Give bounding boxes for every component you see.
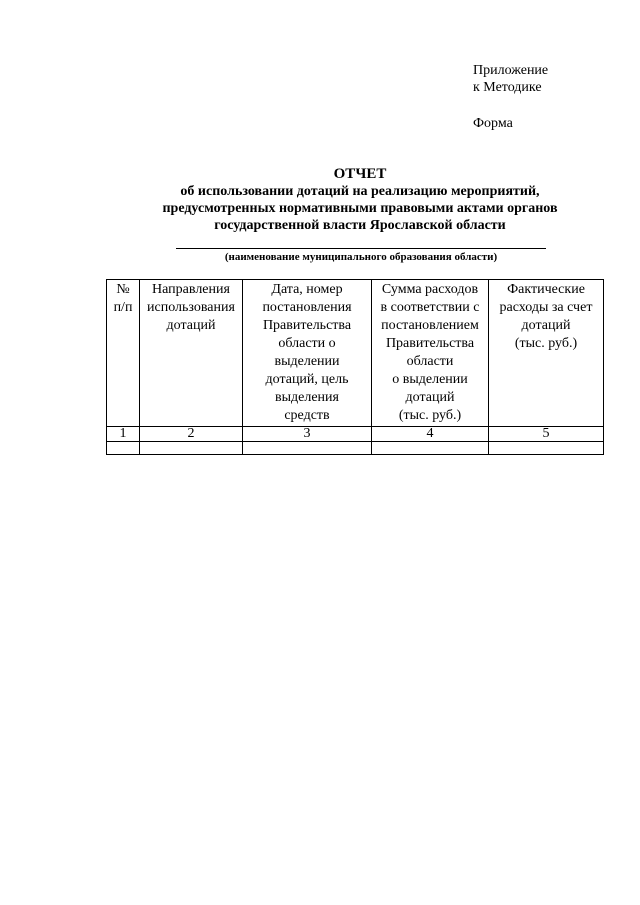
- report-title-line-2: предусмотренных нормативными правовыми актами органов: [162, 201, 558, 216]
- header-cell-number: [107, 280, 140, 427]
- header-text: Направления использования дотаций: [147, 282, 235, 333]
- appendix-block: [473, 62, 548, 132]
- header-text: № п/п: [113, 282, 133, 315]
- column-number-cell: 3: [243, 427, 372, 442]
- report-title-line-3: государственной власти Ярославской области: [214, 218, 506, 233]
- table-cell: [140, 442, 243, 455]
- table-header-row: [107, 280, 604, 427]
- report-title-line-1: об использовании дотаций на реализацию мероприятий,: [180, 184, 540, 199]
- header-text: Сумма расходов в соответствии с постановлением Правительства области о выделении дотаций (тыс. руб.): [380, 282, 480, 423]
- header-text: Дата, номер постановления Правительства области о выделении дотаций, цель выделения средств: [262, 282, 352, 423]
- header-cell-planned-amount: [372, 280, 489, 427]
- header-text: Фактические расходы за счет дотаций (тыс. руб.): [499, 282, 593, 351]
- table-cell: [489, 442, 604, 455]
- appendix-line-1: Приложение: [473, 63, 549, 78]
- appendix-line-2: к Методике: [473, 80, 542, 95]
- municipality-fill-line: [176, 238, 546, 249]
- municipality-caption: (наименование муниципального образования области): [224, 251, 498, 263]
- table-cell: [372, 442, 489, 455]
- report-table: [106, 279, 604, 455]
- report-heading: ОТЧЕТ: [333, 166, 387, 182]
- column-number-cell: 2: [140, 427, 243, 442]
- municipality-field: [176, 238, 546, 264]
- header-cell-directions: [140, 280, 243, 427]
- table-row: [107, 442, 604, 455]
- table-cell: [243, 442, 372, 455]
- header-cell-resolution: [243, 280, 372, 427]
- table-cell: [107, 442, 140, 455]
- column-number-cell: 4: [372, 427, 489, 442]
- header-cell-actual-expenses: [489, 280, 604, 427]
- form-label: Форма: [473, 116, 513, 131]
- table-column-number-row: [107, 427, 604, 442]
- column-number-cell: 1: [107, 427, 140, 442]
- column-number-cell: 5: [489, 427, 604, 442]
- report-title-block: [100, 166, 620, 234]
